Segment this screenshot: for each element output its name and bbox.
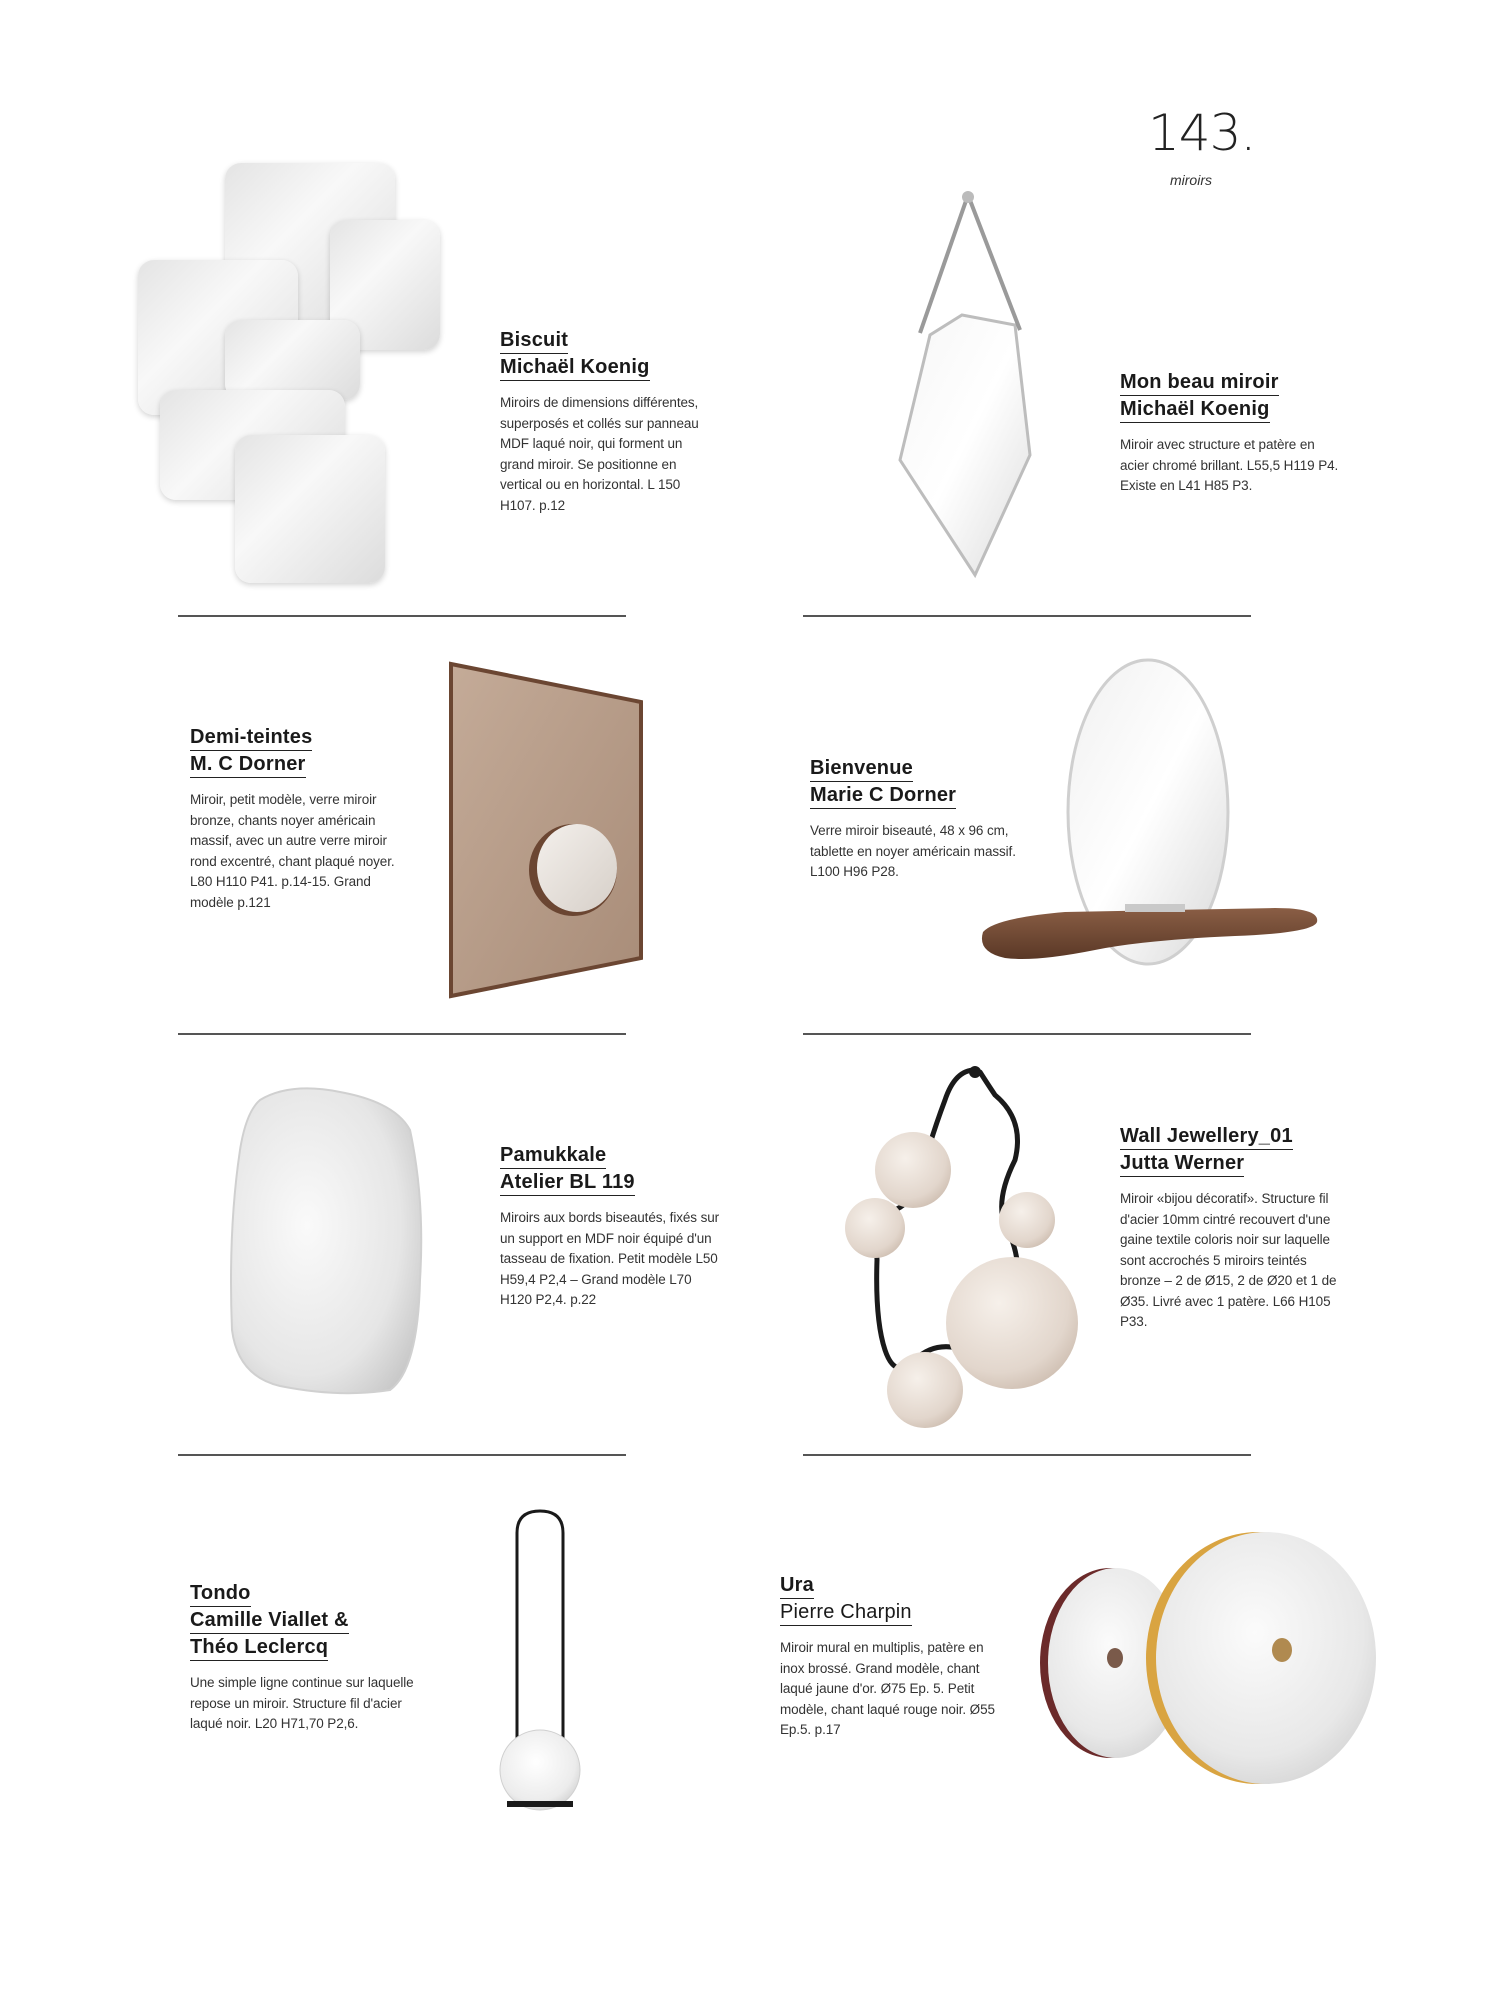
product-name: Pamukkale	[500, 1142, 606, 1169]
product-description: Miroir, petit modèle, verre miroir bronze, chants noyer américain massif, avec un autre verre miroir rond excentré, chant plaqué noyer. L80 H110 P41. p.14-15. Grand modèle p.121	[190, 792, 395, 910]
product-description: Miroir «bijou décoratif». Structure fil d'acier 10mm cintré recouvert d'une gaine textile coloris noir sur laquelle sont accrochés 5 miroirs teintés bronze – 2 de Ø15, 2 de Ø20 et 1 de Ø35. Livré avec 1 patère. L66 H105 P33.	[1120, 1191, 1337, 1329]
divider	[803, 615, 1251, 617]
product-designer: Atelier BL 119	[500, 1169, 635, 1196]
product-name: Wall Jewellery_01	[1120, 1123, 1293, 1150]
divider	[178, 615, 626, 617]
product-demi-teintes	[190, 724, 410, 913]
product-mon-beau-miroir	[1120, 369, 1340, 497]
product-description: Miroir mural en multiplis, patère en inox brossé. Grand modèle, chant laqué jaune d'or. Ø75 Ep. 5. Petit modèle, chant laqué rouge noir. Ø55 Ep.5. p.17	[780, 1640, 995, 1737]
product-designer: M. C Dorner	[190, 751, 306, 778]
product-name: Mon beau miroir	[1120, 369, 1279, 396]
product-tondo	[190, 1580, 420, 1735]
divider	[178, 1454, 626, 1456]
product-description: Verre miroir biseauté, 48 x 96 cm, tablette en noyer américain massif. L100 H96 P28.	[810, 823, 1016, 879]
product-name: Bienvenue	[810, 755, 913, 782]
wall-jewellery-mirror-image	[835, 1060, 1085, 1435]
product-name: Tondo	[190, 1580, 251, 1607]
biscuit-mirror-image	[130, 155, 450, 585]
demi-teintes-mirror-image	[445, 660, 645, 1000]
ura-mirror-image	[1020, 1520, 1390, 1790]
product-pamukkale	[500, 1142, 720, 1311]
product-description: Miroirs aux bords biseautés, fixés sur un support en MDF noir équipé d'un tasseau de fixation. Petit modèle L50 H59,4 P2,4 – Grand modèle L70 H120 P2,4. p.22	[500, 1210, 720, 1307]
product-description: Miroir avec structure et patère en acier chromé brillant. L55,5 H119 P4. Existe en L41 H85 P3.	[1120, 437, 1339, 493]
product-ura	[780, 1572, 1010, 1741]
product-designer: Michaël Koenig	[1120, 396, 1270, 423]
product-description: Miroirs de dimensions différentes, superposés et collés sur panneau MDF laqué noir, qui forment un grand miroir. Se positionne en vertical ou en horizontal. L 150 H107. p.12	[500, 395, 699, 513]
product-designer: Marie C Dorner	[810, 782, 956, 809]
tondo-mirror-image	[495, 1505, 585, 1825]
product-biscuit	[500, 327, 710, 516]
section-label: miroirs	[1170, 172, 1212, 188]
pamukkale-mirror-image	[220, 1080, 430, 1400]
product-name: Biscuit	[500, 327, 568, 354]
product-designer: Jutta Werner	[1120, 1150, 1244, 1177]
divider	[803, 1033, 1251, 1035]
page-number: 143.	[1148, 104, 1256, 162]
divider	[178, 1033, 626, 1035]
mon-beau-miroir-image	[880, 185, 1040, 585]
product-designer: Camille Viallet &	[190, 1607, 349, 1634]
product-designer: Pierre Charpin	[780, 1599, 912, 1626]
product-description: Une simple ligne continue sur laquelle repose un miroir. Structure fil d'acier laqué noir. L20 H71,70 P2,6.	[190, 1675, 414, 1731]
product-designer: Michaël Koenig	[500, 354, 650, 381]
product-designer: Théo Leclercq	[190, 1634, 328, 1661]
divider	[803, 1454, 1251, 1456]
bienvenue-mirror-image	[975, 650, 1325, 980]
product-name: Demi-teintes	[190, 724, 312, 751]
product-name: Ura	[780, 1572, 814, 1599]
product-wall-jewellery	[1120, 1123, 1345, 1333]
